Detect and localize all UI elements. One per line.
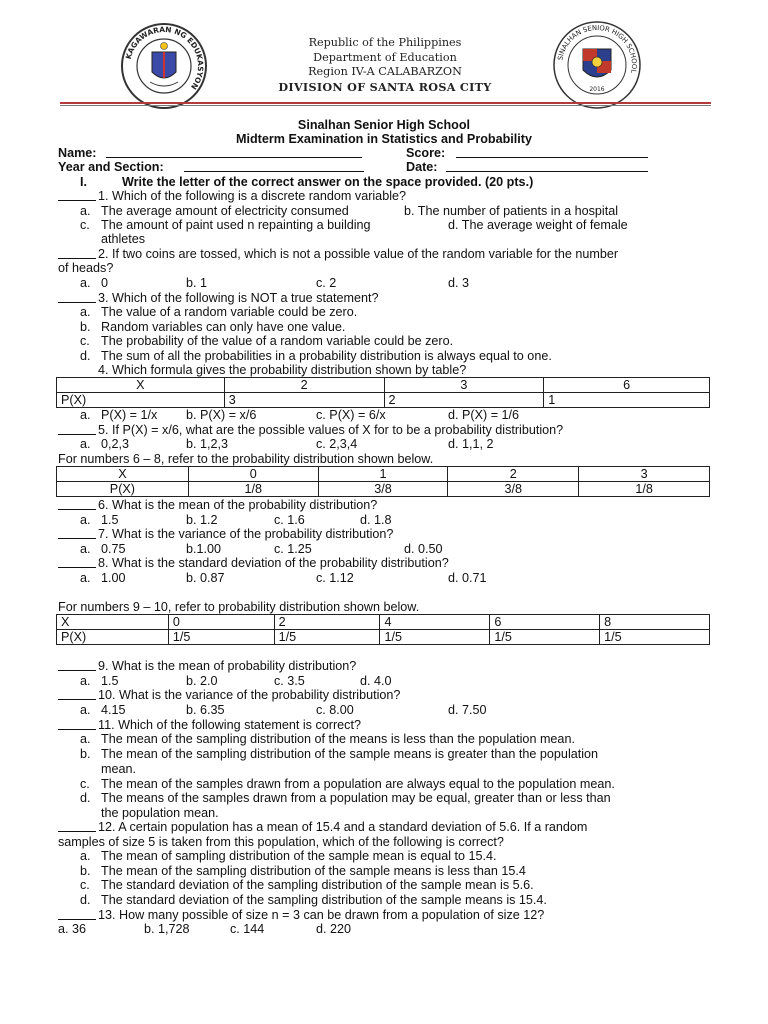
choice-letter: a. (80, 513, 91, 527)
date-field[interactable] (446, 160, 648, 172)
q9-choice-d: d. 4.0 (360, 674, 392, 688)
choice-letter: c. (80, 218, 90, 232)
choice-letter: a. (80, 276, 91, 290)
table-cell: 3/8 (448, 482, 579, 497)
table-cell: 0 (188, 467, 318, 482)
q13-choice-b: b. 1,728 (144, 922, 190, 936)
header-rule (60, 102, 711, 104)
q5-choice-b: b. 1,2,3 (186, 437, 229, 451)
table-cell: X (57, 467, 189, 482)
answer-blank-7[interactable] (58, 527, 96, 539)
choice-letter: b. (80, 747, 91, 761)
choice-letter: a. (80, 732, 91, 746)
q8-choice-a: 1.00 (101, 571, 126, 585)
q8-choice-d: d. 0.71 (448, 571, 487, 585)
q11-choice-b: The mean of the sampling distribution of the sample means is greater than the population (101, 747, 599, 761)
letterhead-republic: Republic of the Philippines (308, 36, 462, 49)
q5-choice-c: c. 2,3,4 (316, 437, 358, 451)
table-row (57, 467, 710, 482)
q1-choice-d: d. The average weight of female (448, 218, 628, 232)
part-number: I. (80, 175, 87, 189)
question-7: 7. What is the variance of the probability distribution? (98, 527, 394, 541)
deped-seal-text: KAGAWARAN NG EDUKASYON (123, 24, 206, 92)
name-field[interactable] (106, 146, 362, 158)
answer-blank-11[interactable] (58, 718, 96, 730)
choice-letter: a. (80, 305, 91, 319)
question-5: 5. If P(X) = x/6, what are the possible values of X for to be a probability distribution? (98, 423, 564, 437)
answer-blank-8[interactable] (58, 556, 96, 568)
q1-choice-b: b. The number of patients in a hospital (404, 204, 618, 218)
choice-letter: a. (80, 571, 91, 585)
year-section-label: Year and Section: (58, 160, 164, 174)
q6-choice-b: b. 1.2 (186, 513, 218, 527)
year-section-field[interactable] (184, 160, 364, 172)
intro-6-8: For numbers 6 – 8, refer to the probability distribution shown below. (58, 452, 434, 466)
table-cell: P(X) (57, 630, 169, 645)
choice-letter: a. (80, 437, 91, 451)
table-6-8 (56, 466, 710, 497)
q8-choice-b: b. 0.87 (186, 571, 225, 585)
q13-choice-d: d. 220 (316, 922, 352, 936)
table-row (57, 482, 710, 497)
q12-choice-b: The mean of the sampling distribution of the sample means is less than 15.4 (101, 864, 526, 878)
q9-choice-a: 1.5 (101, 674, 119, 688)
q3-choice-c: The probability of the value of a random variable could be zero. (101, 334, 454, 348)
question-3: 3. Which of the following is NOT a true statement? (98, 291, 379, 305)
table-cell: 1/5 (168, 630, 274, 645)
choice-letter: d. (80, 893, 91, 907)
q7-choice-c: c. 1.25 (274, 542, 312, 556)
q5-choice-a: 0,2,3 (101, 437, 130, 451)
letterhead-region: Region IV-A CALABARZON (308, 65, 462, 78)
table-cell: 1/8 (579, 482, 710, 497)
answer-blank-3[interactable] (58, 291, 96, 303)
table-cell: 2 (384, 393, 544, 408)
question-2-cont: of heads? (58, 261, 114, 275)
choice-letter: b. (80, 864, 91, 878)
q7-choice-b: b.1.00 (186, 542, 222, 556)
q4-choice-d: d. P(X) = 1/6 (448, 408, 520, 422)
question-13: 13. How many possible of size n = 3 can be drawn from a population of size 12? (98, 908, 545, 922)
table-cell: 4 (380, 615, 490, 630)
q13-choice-a: a. 36 (58, 922, 87, 936)
q7-choice-d: d. 0.50 (404, 542, 443, 556)
choice-letter: a. (80, 674, 91, 688)
q4-choice-c: c. P(X) = 6/x (316, 408, 386, 422)
choice-letter: c. (80, 334, 90, 348)
table-cell: 1/5 (274, 630, 380, 645)
table-cell: 2 (448, 467, 579, 482)
deped-seal-graphic (120, 22, 208, 110)
table-cell: 8 (600, 615, 710, 630)
table-cell: 2 (224, 378, 384, 393)
answer-blank-12[interactable] (58, 820, 96, 832)
q4-choice-a: P(X) = 1/x (101, 408, 158, 422)
letterhead-department: Department of Education (313, 50, 457, 64)
q2-choice-a: 0 (101, 276, 109, 290)
school-seal-year: 2016 (589, 86, 605, 93)
q8-choice-c: c. 1.12 (316, 571, 354, 585)
question-9: 9. What is the mean of probability distribution? (98, 659, 357, 673)
table-cell: 3 (224, 393, 384, 408)
table-row (57, 630, 710, 645)
q1-choice-a: The average amount of electricity consumed (101, 204, 349, 218)
table-cell: P(X) (57, 482, 189, 497)
answer-blank-6[interactable] (58, 498, 96, 510)
question-12: 12. A certain population has a mean of 15.4 and a standard deviation of 5.6. If a random (98, 820, 588, 834)
table-cell: 1/5 (490, 630, 600, 645)
q4-table (56, 377, 710, 408)
table-row (57, 378, 710, 393)
table-cell: 1/8 (188, 482, 318, 497)
q10-choice-b: b. 6.35 (186, 703, 225, 717)
instruction: Write the letter of the correct answer on the space provided. (20 pts.) (122, 175, 534, 189)
answer-blank-5[interactable] (58, 423, 96, 435)
table-cell: 1/5 (380, 630, 490, 645)
date-label: Date: (406, 160, 438, 174)
school-seal-text: SINALHAN SENIOR HIGH SCHOOL (556, 23, 639, 74)
table-9-10 (56, 614, 710, 645)
q12-choice-c: The standard deviation of the sampling distribution of the sample mean is 5.6. (101, 878, 534, 892)
q10-choice-d: d. 7.50 (448, 703, 487, 717)
school-name: Sinalhan Senior High School (297, 118, 471, 132)
q11-choice-d-cont: the population mean. (101, 806, 219, 820)
name-label: Name: (58, 146, 97, 160)
question-6: 6. What is the mean of the probability distribution? (98, 498, 378, 512)
question-8: 8. What is the standard deviation of the probability distribution? (98, 556, 449, 570)
q2-choice-b: b. 1 (186, 276, 208, 290)
choice-letter: d. (80, 791, 91, 805)
answer-blank-9[interactable] (58, 659, 96, 671)
q2-choice-c: c. 2 (316, 276, 337, 290)
table-row (57, 615, 710, 630)
table-cell: 1/5 (600, 630, 710, 645)
school-seal-graphic (552, 20, 642, 110)
q6-choice-d: d. 1.8 (360, 513, 392, 527)
question-2: 2. If two coins are tossed, which is not a possible value of the random variable for the number (98, 247, 619, 261)
question-11: 11. Which of the following statement is correct? (98, 718, 361, 732)
q3-choice-d: The sum of all the probabilities in a probability distribution is always equal to one. (101, 349, 552, 363)
q9-choice-b: b. 2.0 (186, 674, 218, 688)
choice-letter: a. (80, 542, 91, 556)
score-label: Score: (406, 146, 446, 160)
q9-choice-c: c. 3.5 (274, 674, 305, 688)
answer-blank-10[interactable] (58, 688, 96, 700)
q3-choice-a: The value of a random variable could be zero. (101, 305, 358, 319)
q11-choice-b-cont: mean. (101, 762, 137, 776)
q2-choice-d: d. 3 (448, 276, 470, 290)
choice-letter: d. (80, 349, 91, 363)
answer-blank-13[interactable] (58, 908, 96, 920)
q13-choice-c: c. 144 (230, 922, 265, 936)
q6-choice-a: 1.5 (101, 513, 119, 527)
score-field[interactable] (456, 146, 648, 158)
choice-letter: b. (80, 320, 91, 334)
school-seal (552, 20, 642, 110)
table-cell: 1 (318, 467, 448, 482)
table-cell: X (57, 615, 169, 630)
choice-letter: a. (80, 204, 91, 218)
q12-choice-d: The standard deviation of the sampling distribution of the sample means is 15.4. (101, 893, 547, 907)
q1-choice-d-cont: athletes (101, 232, 146, 246)
q10-choice-c: c. 8.00 (316, 703, 354, 717)
q4-choice-b: b. P(X) = x/6 (186, 408, 257, 422)
q11-choice-a: The mean of the sampling distribution of the means is less than the population mean. (101, 732, 575, 746)
choice-letter: c. (80, 878, 90, 892)
q7-choice-a: 0.75 (101, 542, 126, 556)
table-cell: 6 (544, 378, 710, 393)
letterhead-division: DIVISION OF SANTA ROSA CITY (278, 79, 492, 94)
q12-choice-a: The mean of sampling distribution of the sample mean is equal to 15.4. (101, 849, 497, 863)
letterhead (240, 36, 530, 94)
q11-choice-d: The means of the samples drawn from a population may be equal, greater than or less than (101, 791, 611, 805)
table-row (57, 393, 710, 408)
choice-letter: a. (80, 849, 91, 863)
question-12-cont: samples of size 5 is taken from this population, which of the following is correct? (58, 835, 504, 849)
intro-9-10: For numbers 9 – 10, refer to probability distribution shown below. (58, 600, 420, 614)
table-cell: 3/8 (318, 482, 448, 497)
question-4: 4. Which formula gives the probability distribution shown by table? (98, 363, 467, 377)
q10-choice-a: 4.15 (101, 703, 126, 717)
table-cell: 6 (490, 615, 600, 630)
q1-choice-c: The amount of paint used n repainting a building (101, 218, 371, 232)
table-cell: 0 (168, 615, 274, 630)
table-cell: 3 (579, 467, 710, 482)
q3-choice-b: Random variables can only have one value. (101, 320, 346, 334)
choice-letter: a. (80, 408, 91, 422)
table-cell: 3 (384, 378, 544, 393)
table-cell: P(X) (57, 393, 225, 408)
table-cell: 1 (544, 393, 710, 408)
choice-letter: c. (80, 777, 90, 791)
q6-choice-c: c. 1.6 (274, 513, 305, 527)
table-cell: 2 (274, 615, 380, 630)
q11-choice-c: The mean of the samples drawn from a population are always equal to the population mean. (101, 777, 615, 791)
question-10: 10. What is the variance of the probability distribution? (98, 688, 401, 702)
exam-title: Midterm Examination in Statistics and Probability (235, 132, 532, 146)
choice-letter: a. (80, 703, 91, 717)
deped-seal (120, 22, 208, 110)
table-cell: X (57, 378, 225, 393)
header-rule-thin (60, 105, 711, 106)
question-1: 1. Which of the following is a discrete random variable? (98, 189, 406, 203)
q5-choice-d: d. 1,1, 2 (448, 437, 494, 451)
answer-blank-2[interactable] (58, 247, 96, 259)
answer-blank-1[interactable] (58, 189, 96, 201)
